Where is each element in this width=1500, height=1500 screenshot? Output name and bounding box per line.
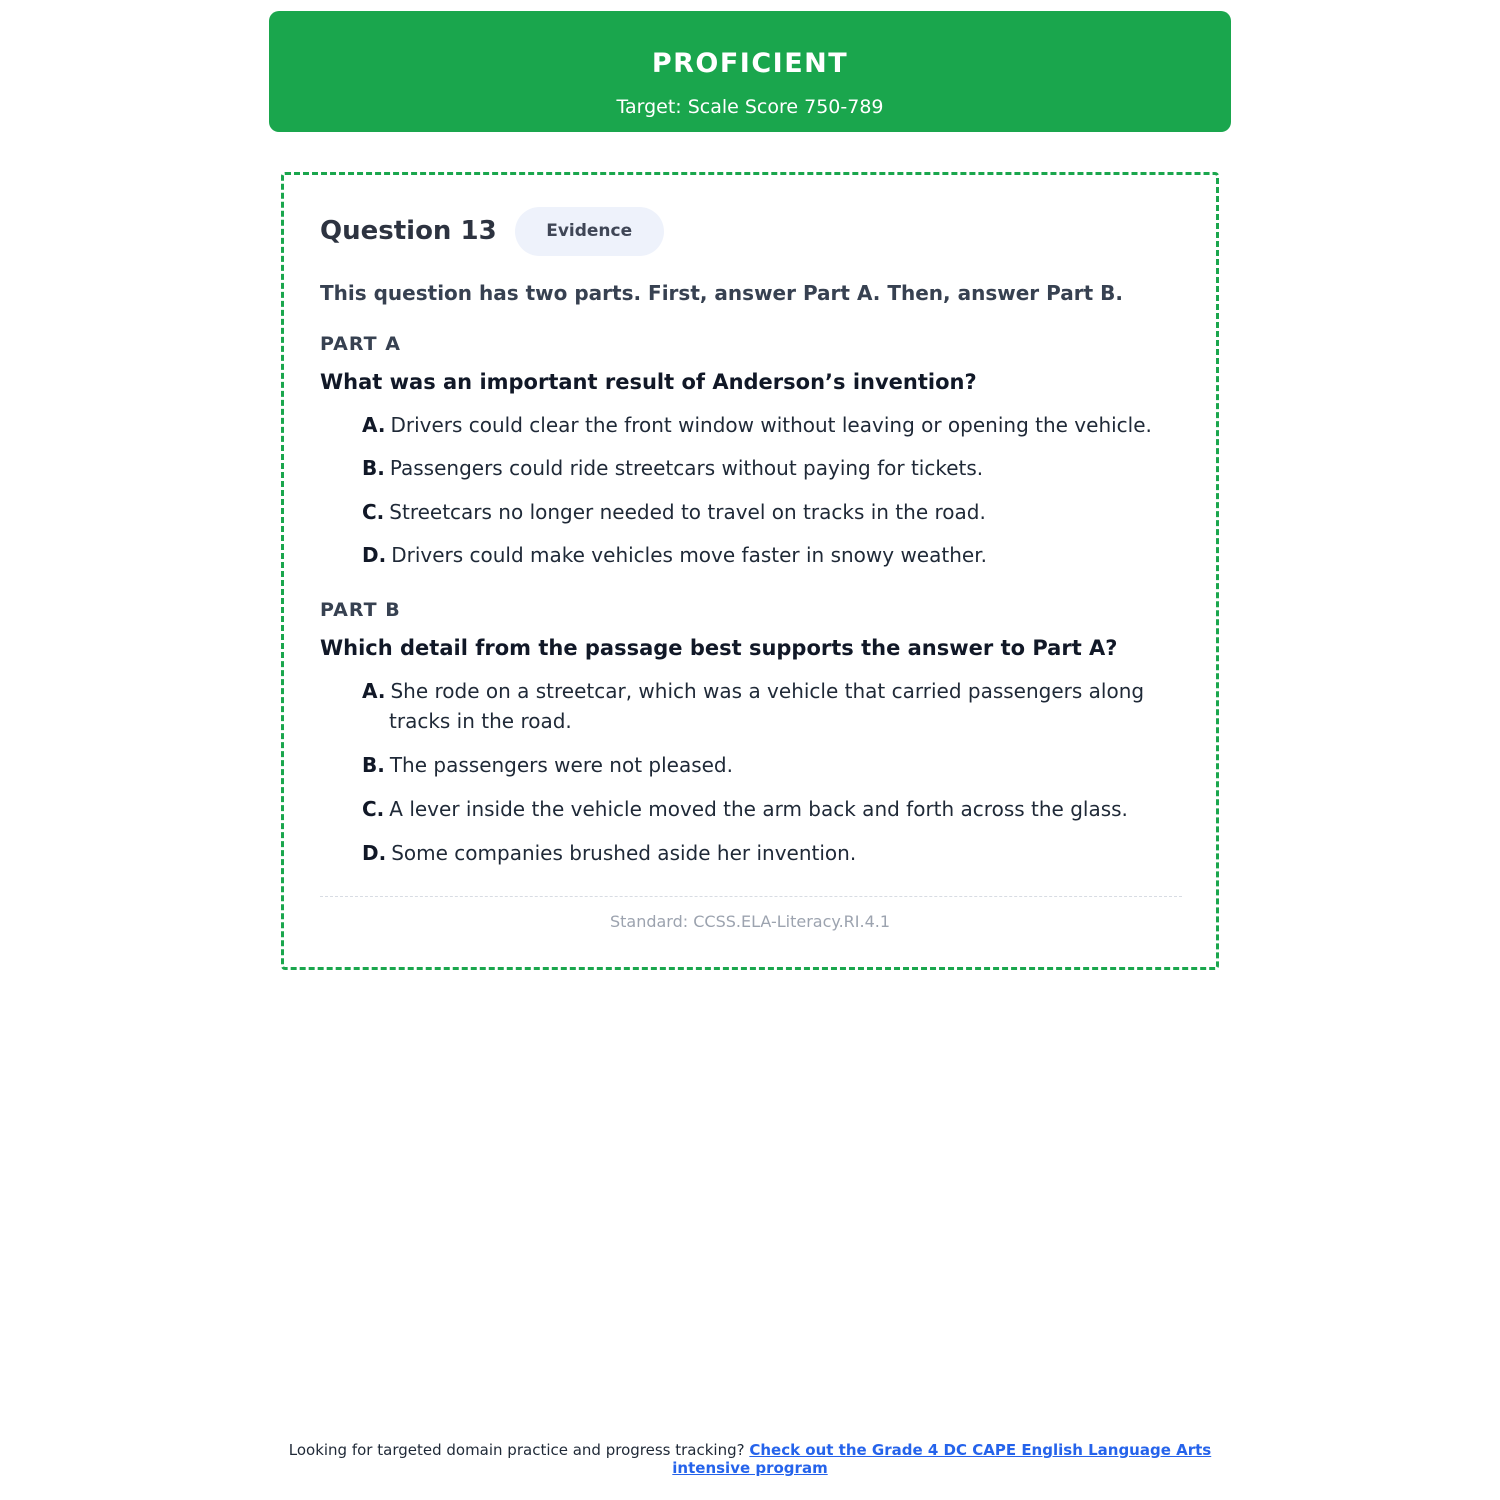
footer-promo — [269, 1441, 1231, 1477]
banner-subtitle: Target: Scale Score 750-789 — [616, 96, 884, 118]
option-text: She rode on a streetcar, which was a vehicle that carried passengers along tracks in the road. — [389, 679, 1145, 733]
option-letter: D. — [362, 841, 387, 865]
part-a-prompt: What was an important result of Anderson’s invention? — [320, 370, 977, 394]
part-a-option-c[interactable] — [362, 497, 1177, 527]
option-letter: A. — [362, 413, 386, 437]
standard-code: Standard: CCSS.ELA-Literacy.RI.4.1 — [609, 912, 891, 931]
banner-title: PROFICIENT — [651, 48, 849, 79]
option-text: A lever inside the vehicle moved the arm back and forth across the glass. — [389, 797, 1128, 821]
question-card — [281, 172, 1219, 970]
option-text: Passengers could ride streetcars without paying for tickets. — [389, 456, 984, 480]
part-a-option-a[interactable] — [362, 410, 1177, 440]
part-b-label: PART B — [320, 599, 401, 621]
option-letter: A. — [362, 679, 386, 703]
option-letter: B. — [362, 456, 385, 480]
part-a-label: PART A — [320, 333, 401, 355]
part-b-option-b[interactable] — [362, 750, 1177, 780]
option-letter: B. — [362, 753, 385, 777]
option-letter: C. — [362, 500, 385, 524]
question-title: Question 13 — [320, 216, 497, 246]
question-tag-badge: Evidence — [515, 207, 664, 256]
part-b-option-a[interactable] — [362, 676, 1177, 736]
footer-text: Looking for targeted domain practice and progress tracking? — [288, 1441, 745, 1459]
part-b-option-c[interactable] — [362, 794, 1177, 824]
question-header — [320, 206, 664, 256]
option-text: Streetcars no longer needed to travel on tracks in the road. — [389, 500, 986, 524]
option-text: Some companies brushed aside her invention. — [391, 841, 857, 865]
option-text: The passengers were not pleased. — [389, 753, 733, 777]
part-a-option-d[interactable] — [362, 540, 1177, 570]
question-intro: This question has two parts. First, answer Part A. Then, answer Part B. — [320, 281, 1123, 305]
performance-level-banner — [269, 11, 1231, 132]
part-b-option-d[interactable] — [362, 838, 1177, 868]
option-letter: D. — [362, 543, 387, 567]
part-a-option-b[interactable] — [362, 453, 1177, 483]
option-letter: C. — [362, 797, 385, 821]
part-b-prompt: Which detail from the passage best supports the answer to Part A? — [320, 636, 1118, 660]
intensive-program-link[interactable]: Check out the Grade 4 DC CAPE English Language Arts intensive program — [672, 1441, 1212, 1477]
option-text: Drivers could clear the front window without leaving or opening the vehicle. — [390, 413, 1152, 437]
option-text: Drivers could make vehicles move faster in snowy weather. — [391, 543, 987, 567]
card-divider — [320, 896, 1182, 897]
